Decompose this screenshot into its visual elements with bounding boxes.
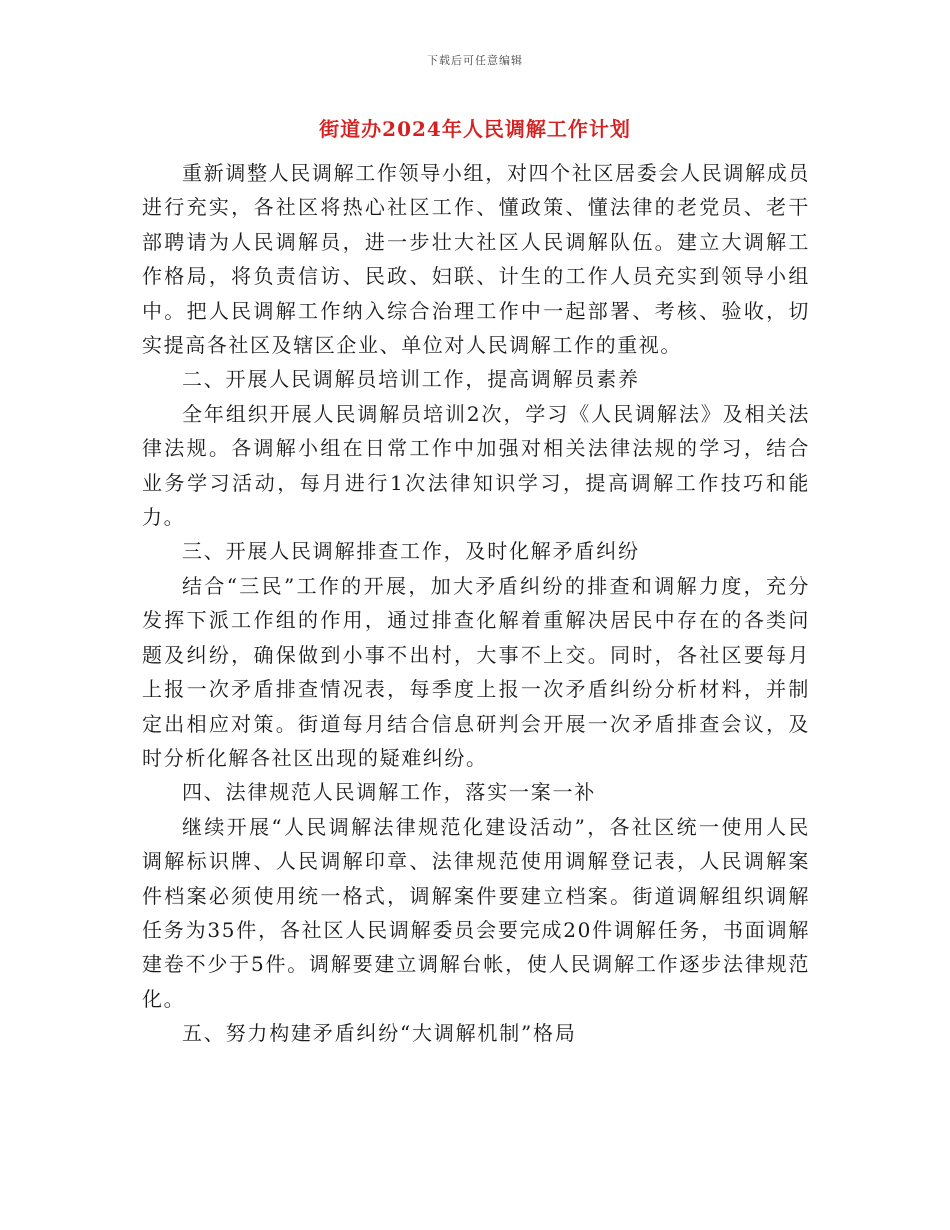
section-heading-5: 五、努力构建矛盾纠纷“大调解机制”格局 — [182, 1021, 577, 1046]
document-body — [142, 156, 810, 1051]
section-heading-2: 二、开展人民调解员培训工作，提高调解员素养 — [182, 367, 640, 392]
paragraph-2: 全年组织开展人民调解员培训2次，学习《人民调解法》及相关法律法规。各调解小组在日常工作中加强对相关法律法规的学习，结合业务学习活动，每月进行1次法律知识学习，提高调解工作技巧和能力。 — [142, 401, 810, 530]
document-title: 街道办2024年人民调解工作计划 — [319, 117, 631, 141]
section-heading-4: 四、法律规范人民调解工作，落实一案一补 — [182, 780, 597, 805]
paragraph-3: 结合“三民”工作的开展，加大矛盾纠纷的排查和调解力度，充分发挥下派工作组的作用，通过排查化解着重解决居民中存在的各类问题及纠纷，确保做到小事不出村，大事不上交。同时，各社区要每月上报一次矛盾排查情况表，每季度上报一次矛盾纠纷分析材料，并制定出相应对策。街道每月结合信息研判会开展一次矛盾排查会议，及时分析化解各社区出现的疑难纠纷。 — [142, 573, 810, 770]
section-heading-3: 三、开展人民调解排查工作，及时化解矛盾纠纷 — [182, 539, 640, 564]
paragraph-1: 重新调整人民调解工作领导小组，对四个社区居委会人民调解成员进行充实，各社区将热心社区工作、懂政策、懂法律的老党员、老干部聘请为人民调解员，进一步壮大社区人民调解队伍。建立大调解工作格局，将负责信访、民政、妇联、计生的工作人员充实到领导小组中。把人民调解工作纳入综合治理工作中一起部署、考核、验收，切实提高各社区及辖区企业、单位对人民调解工作的重视。 — [142, 161, 810, 358]
header-note: 下载后可任意编辑 — [427, 54, 523, 67]
paragraph-4: 继续开展“人民调解法律规范化建设活动”，各社区统一使用人民调解标识牌、人民调解印章、法律规范使用调解登记表，人民调解案件档案必须使用统一格式，调解案件要建立档案。街道调解组织调解任务为35件，各社区人民调解委员会要完成20件调解任务，书面调解建卷不少于5件。调解要建立调解台帐，使人民调解工作逐步法律规范化。 — [142, 814, 810, 1011]
